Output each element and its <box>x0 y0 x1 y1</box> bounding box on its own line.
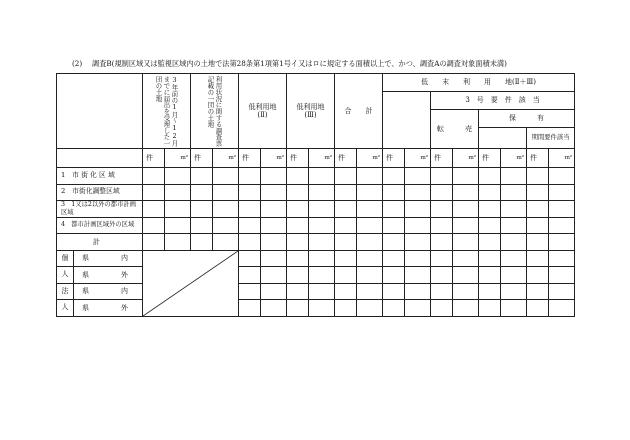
unit-count: 件 <box>287 149 309 168</box>
side-individual-bottom: 人 <box>57 267 74 283</box>
unit-count: 件 <box>191 149 213 168</box>
row-label-urbanization-area: 1 市 街 化 区 域 <box>57 168 143 185</box>
table-row <box>57 283 575 300</box>
header-hold-period: 期間要件該当 <box>527 128 575 149</box>
unit-area: m² <box>549 149 575 168</box>
side-corporate-top: 法 <box>57 284 74 300</box>
header-transfer: 転 売 <box>431 110 479 149</box>
side-in-pref: 県 内 <box>82 287 134 296</box>
unit-count: 件 <box>527 149 549 168</box>
unit-area: m² <box>165 149 191 168</box>
unit-area: m² <box>261 149 287 168</box>
row-label-total: 計 <box>57 234 143 251</box>
header-corner <box>57 74 143 149</box>
header-total: 合 計 <box>335 74 383 149</box>
units-row <box>57 149 575 168</box>
caption-number: (2) <box>72 59 83 68</box>
header-low-unused-total: 低 末 利 用 地(Ⅱ＋Ⅲ) <box>383 74 575 92</box>
table-row <box>57 184 575 201</box>
survey-table <box>56 73 575 317</box>
side-out-pref: 県 外 <box>82 270 134 279</box>
table-row <box>57 250 575 267</box>
row-label-urbanization-control-area: 2 市街化調整区域 <box>57 184 143 201</box>
side-individual-top: 個 <box>57 251 74 267</box>
side-corporate-bottom: 人 <box>57 300 74 316</box>
header-requirement-3: 3 号 要 件 該 当 <box>431 92 575 110</box>
side-in-pref: 県 内 <box>82 254 134 263</box>
row-label-corporate-out <box>57 300 143 317</box>
caption-text: 調査B(規制区域又は監視区域内の土地で法第28条第1項第1号イ又はロに規定する面積以上で、かつ、調査Aの調査対象面積未満) <box>92 59 507 68</box>
diagonal-blank-cell <box>143 250 239 316</box>
header-low-unused-blank <box>383 92 431 149</box>
unit-count: 件 <box>335 149 357 168</box>
table-row <box>57 300 575 317</box>
row-label-outside-planning-area: 4 都市計画区域外の区域 <box>57 217 143 234</box>
units-corner <box>57 149 143 168</box>
table-row-total <box>57 234 575 251</box>
unit-area: m² <box>357 149 383 168</box>
side-out-pref: 県 外 <box>82 303 134 312</box>
table-row <box>57 201 575 218</box>
unit-area: m² <box>405 149 431 168</box>
unit-count: 件 <box>383 149 405 168</box>
unit-area: m² <box>501 149 527 168</box>
header-low-use-3: 低利用地 (Ⅲ) <box>287 74 335 149</box>
unit-count: 件 <box>431 149 453 168</box>
header-survey-lands: 利用状況に関する調査票記載の一団の土地 <box>191 74 239 149</box>
row-label-corporate-in <box>57 283 143 300</box>
unit-count: 件 <box>239 149 261 168</box>
unit-count: 件 <box>143 149 165 168</box>
table-row <box>57 217 575 234</box>
unit-count: 件 <box>479 149 501 168</box>
header-received-lands: 3年前の1月～12月までに届出を受理した一団の土地 <box>143 74 191 149</box>
unit-area: m² <box>453 149 479 168</box>
row-label-other-planning-area: 3 1又は2以外の都市計画区域 <box>57 201 143 218</box>
row-label-individual-out <box>57 267 143 284</box>
table-caption <box>72 58 572 70</box>
header-hold: 保 有 <box>479 110 575 128</box>
table-row <box>57 168 575 185</box>
unit-area: m² <box>309 149 335 168</box>
unit-area: m² <box>213 149 239 168</box>
header-hold-blank <box>479 128 527 149</box>
row-label-individual-in <box>57 250 143 267</box>
header-low-use-2: 低利用地 (Ⅱ) <box>239 74 287 149</box>
table-row <box>57 267 575 284</box>
